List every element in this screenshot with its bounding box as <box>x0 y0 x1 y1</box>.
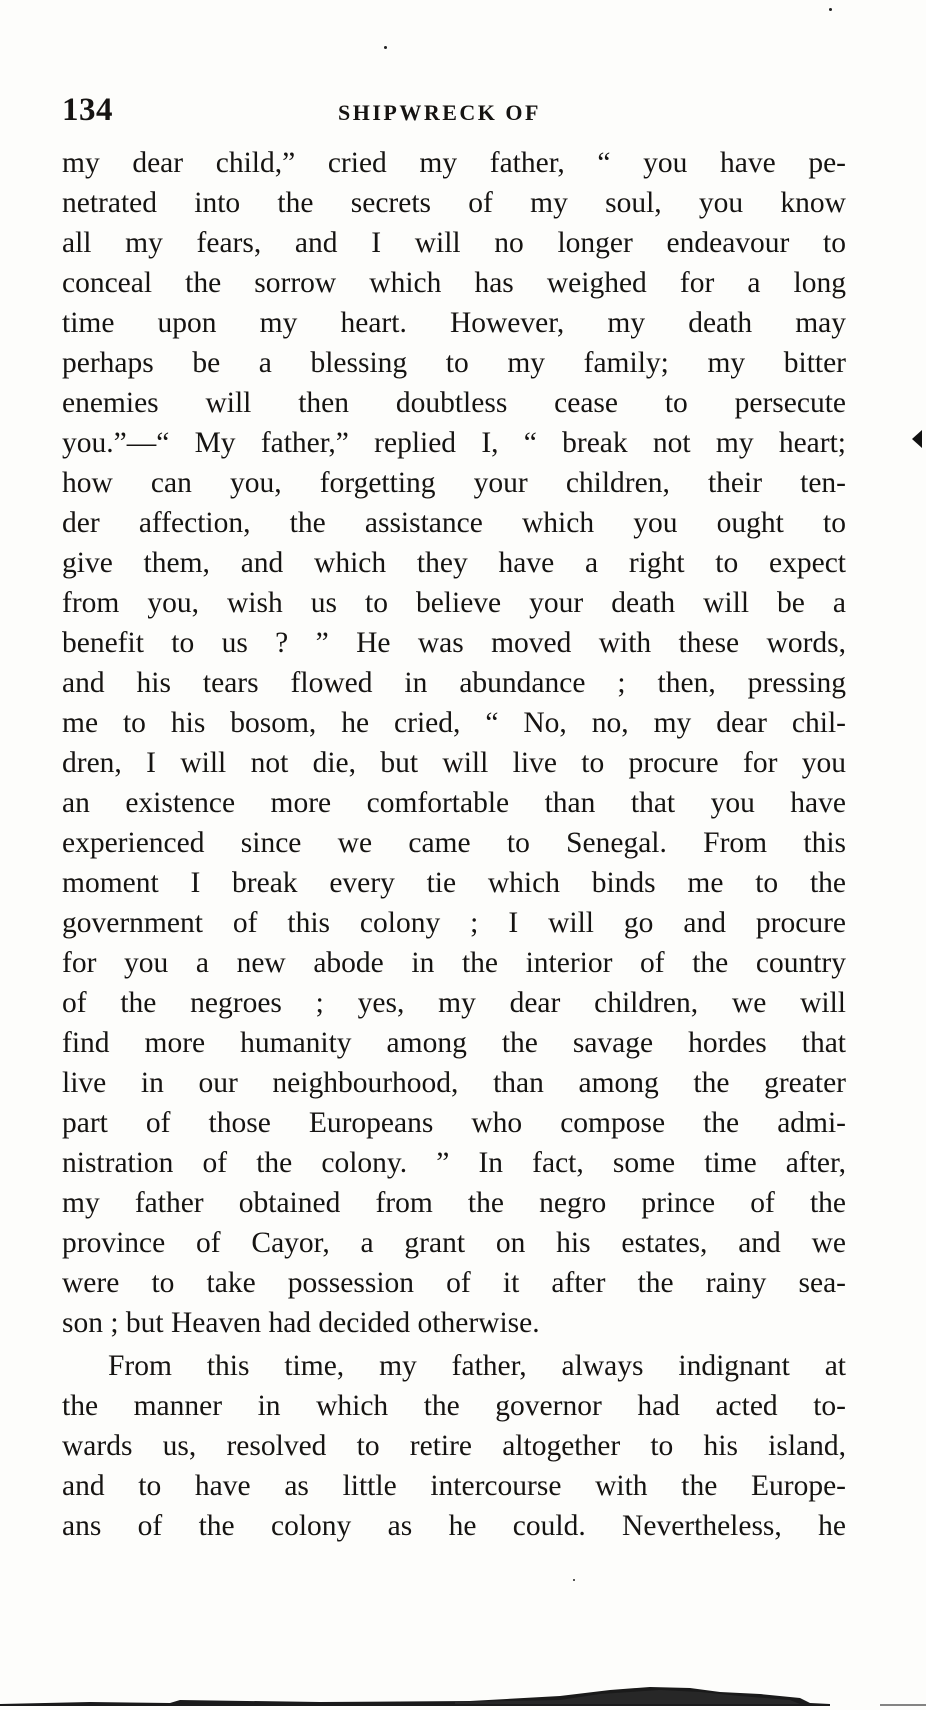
text-line: me to his bosom, he cried, “ No, no, my dear chil- <box>62 707 846 739</box>
text-line: enemies will then doubtless cease to persecute <box>62 387 846 419</box>
text-line: experienced since we came to Senegal. From this <box>62 827 846 859</box>
text-line: live in our neighbourhood, than among the greater <box>62 1067 846 1099</box>
text-line: moment I break every tie which binds me to the <box>62 867 846 899</box>
text-line: time upon my heart. However, my death may <box>62 307 846 339</box>
text-line: from you, wish us to believe your death will be a <box>62 587 846 619</box>
running-head <box>62 92 852 134</box>
scan-speck <box>384 46 387 49</box>
text-line: wards us, resolved to retire altogether to his island, <box>62 1430 846 1462</box>
text-line: find more humanity among the savage hordes that <box>62 1027 846 1059</box>
text-line: benefit to us ? ” He was moved with these words, <box>62 627 846 659</box>
body-text <box>62 143 846 1546</box>
text-line: nistration of the colony. ” In fact, some time after, <box>62 1147 846 1179</box>
text-line: netrated into the secrets of my soul, you know <box>62 187 846 219</box>
text-line: were to take possession of it after the rainy sea- <box>62 1267 846 1299</box>
text-line: ans of the colony as he could. Nevertheless, he <box>62 1510 846 1542</box>
running-title: SHIPWRECK OF <box>338 100 541 125</box>
text-line: and his tears flowed in abundance ; then, pressing <box>62 667 846 699</box>
text-line: give them, and which they have a right to expect <box>62 547 846 579</box>
text-line: my dear child,” cried my father, “ you have pe- <box>62 147 846 179</box>
text-line: all my fears, and I will no longer endeavour to <box>62 227 846 259</box>
text-line: my father obtained from the negro prince of the <box>62 1187 846 1219</box>
text-line: der affection, the assistance which you ought to <box>62 507 846 539</box>
page-number: 134 <box>62 92 113 128</box>
text-line: conceal the sorrow which has weighed for a long <box>62 267 846 299</box>
text-line: dren, I will not die, but will live to procure for you <box>62 747 846 779</box>
scan-speck <box>573 1579 575 1581</box>
text-line: the manner in which the governor had acted to- <box>62 1390 846 1422</box>
scan-speck <box>829 8 832 11</box>
text-line: for you a new abode in the interior of the country <box>62 947 846 979</box>
text-line: how can you, forgetting your children, their ten- <box>62 467 846 499</box>
margin-mark <box>912 430 922 448</box>
text-line: of the negroes ; yes, my dear children, we will <box>62 987 846 1019</box>
text-line: From this time, my father, always indignant at <box>108 1350 846 1382</box>
text-line: an existence more comfortable than that you have <box>62 787 846 819</box>
page-edge-shadow <box>0 1682 926 1710</box>
text-line: province of Cayor, a grant on his estates, and we <box>62 1227 846 1259</box>
text-line: you.”—“ My father,” replied I, “ break not my heart; <box>62 427 846 459</box>
text-line: part of those Europeans who compose the admi- <box>62 1107 846 1139</box>
text-line: government of this colony ; I will go and procure <box>62 907 846 939</box>
text-line: and to have as little intercourse with the Europe- <box>62 1470 846 1502</box>
text-line: perhaps be a blessing to my family; my bitter <box>62 347 846 379</box>
text-line: son ; but Heaven had decided otherwise. <box>62 1307 540 1339</box>
